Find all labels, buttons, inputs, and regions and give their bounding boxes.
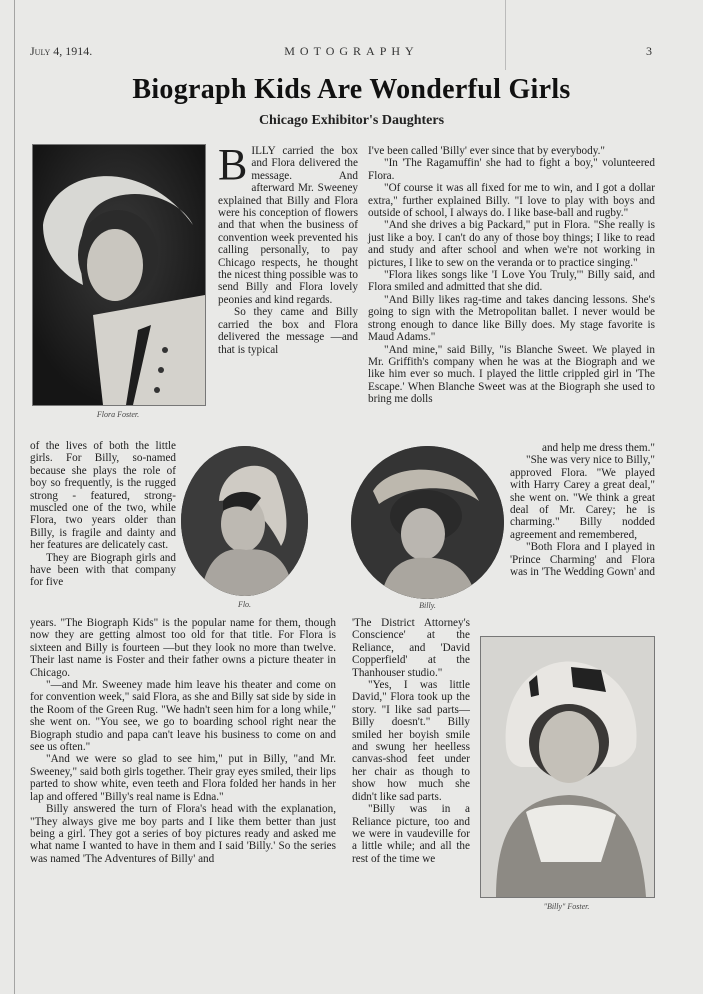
column-middle-top xyxy=(218,140,358,356)
paragraph: "And Billy likes rag-time and takes dancing lessons. She's going to sign with the Metropolitan ballet. I never would be strong enough to dance like Billy does. My stage favorite is Maud Adams." xyxy=(368,293,655,344)
paragraph: Billy answered the turn of Flora's head with the explanation, "They always give me boy parts and I like them better than just being a girl. They got a series of boy pictures ready and asked me what name I wanted to have in them and I said 'Billy.' So the series was named 'The Adventures of Billy' and xyxy=(30,803,336,865)
caption-flo: Flo. xyxy=(237,600,252,609)
page-edge-shadow xyxy=(14,0,15,994)
photo-flo xyxy=(181,446,308,596)
flo-portrait-image xyxy=(181,446,308,596)
photo-billy-foster xyxy=(480,636,655,898)
paragraph: ILLY carried the box and Flora delivered the message. And afterward Mr. Sweeney explained that Billy and Flora were his conception of flowers and that when the business of convention week prevented his calling personally, to pay Chicago respects, he thought the nicest thing possible was to send Billy and Flora lovely peonies and kind regards. xyxy=(218,145,358,306)
photo-billy xyxy=(351,446,504,599)
billy-portrait-image xyxy=(351,446,504,599)
paragraph: years. "The Biograph Kids" is the popular name for them, though now they are getting almost too old for that title. For Flora is sixteen and Billy is fourteen —but they look no more than twelve. Their last name is Foster and their father owns a picture theater in Chicago. xyxy=(30,617,336,679)
paragraph: "Flora likes songs like 'I Love You Truly,'" Billy said, and Flora smiled and admitted that she did. xyxy=(368,269,655,294)
paragraph: "And mine," said Billy, "is Blanche Sweet. We played in Mr. Griffith's company when he was at the Biograph and we like him ever so much. I played the little crippled girl in 'The Escape.' When Blanche Sweet was at the Biograph she used to bring me dolls xyxy=(368,343,655,406)
issue-date: July 4, 1914. xyxy=(30,44,93,58)
paragraph: So they came and Billy carried the box and Flora delivered the message —and that is typical xyxy=(218,306,358,356)
paragraph: "Of course it was all fixed for me to win, and I got a dollar extra," further explained Billy. "I love to play with boys and outside of school, I always do. I like base-ball and rugby." xyxy=(368,182,655,220)
flora-portrait-image xyxy=(33,145,205,405)
paragraph: "And she drives a big Packard," put in Flora. "She really is just like a boy. I can't do any of those boy things; I like to read and study and after school and when we're not working in pictures, I like to sew on the veranda or to practice singing." xyxy=(368,219,655,269)
caption-billy: Billy. xyxy=(419,601,436,610)
article-subtitle: Chicago Exhibitor's Daughters xyxy=(258,113,445,128)
paragraph: of the lives of both the little girls. For Billy, so-named because she plays the role of boy so frequently, is the rugged strong - featured, strong-muscled one of the two, while Flora, two years older than Billy, is fragile and dainty and her features are delicately cast. xyxy=(30,440,176,552)
column-right-narrow xyxy=(510,442,655,578)
magazine-name: MOTOGRAPHY xyxy=(284,44,419,58)
column-right-top xyxy=(368,145,655,406)
drop-cap: B xyxy=(218,140,248,189)
article-title: Biograph Kids Are Wonderful Girls xyxy=(132,74,571,105)
paragraph: and help me dress them." xyxy=(542,442,655,454)
paragraph: "In 'The Ragamuffin' she had to fight a boy," volunteered Flora. xyxy=(368,157,655,182)
paragraph: They are Biograph girls and have been with that company for five xyxy=(30,551,176,589)
paragraph: I've been called 'Billy' ever since that by everybody." xyxy=(368,145,605,157)
paragraph: 'The District Attorney's Conscience' at the Reliance, and 'David Copperfield' at the Thanhouser studio." xyxy=(352,617,470,679)
caption-billy-foster: "Billy" Foster. xyxy=(543,902,590,911)
paragraph: "She was very nice to Billy," approved Flora. "We played with Harry Carey a great deal," she went on. "We think a great deal of Mr. Carey; he is charming." Billy nodded agreement and remembered, xyxy=(510,454,655,541)
column-center-bottom xyxy=(352,617,470,865)
caption-flora-foster: Flora Foster. xyxy=(96,410,140,419)
page-number: 3 xyxy=(646,44,652,58)
billy-foster-portrait-image xyxy=(481,637,654,897)
paragraph: "Yes, I was little David," Flora took up the story. "I like sad parts—Billy doesn't." Billy smiled her boyish smile and swung her heelless canvas-shod feet under her chair as though to show how much she didn't like sad parts. xyxy=(352,679,470,803)
paragraph: "And we were so glad to see him," put in Billy, "and Mr. Sweeney," said both girls together. Their gray eyes smiled, their lips parted to show white, even teeth and Flora folded her hands in her lap and offered "Billy's real name is Edna." xyxy=(30,753,336,803)
photo-flora-foster xyxy=(32,144,206,406)
paragraph: "Both Flora and I played in 'Prince Charming' and Flora was in 'The Wedding Gown' and xyxy=(510,541,655,579)
column-left-wide xyxy=(30,617,336,865)
column-left-middle xyxy=(30,440,176,589)
paragraph: "Billy was in a Reliance picture, too and we were in vaudeville for a little while; and all the rest of the time we xyxy=(352,803,470,865)
paragraph: "—and Mr. Sweeney made him leave his theater and come on for convention week," said Flora, as she and Billy sat side by side in the Room of the Green Rug. "We hadn't seen him for a long while," she went on. "You see, we go to boarding school right near the Biograph studio and papa can't leave his business to come on and see us often." xyxy=(30,679,336,754)
paper-crease xyxy=(505,0,506,70)
